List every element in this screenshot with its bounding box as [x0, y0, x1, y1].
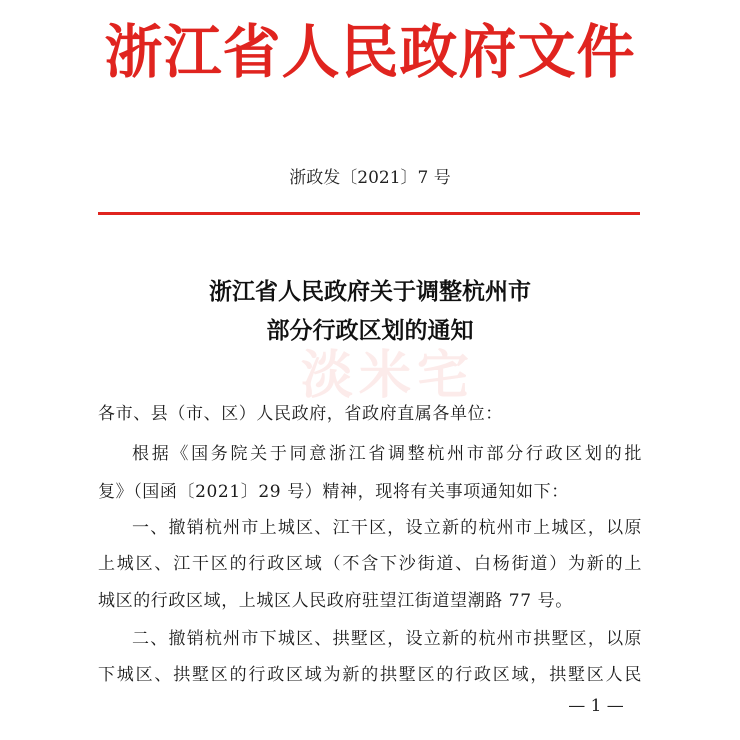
red-divider-line	[98, 212, 640, 215]
paragraph-1-line-2: 复》（国函〔2021〕29 号）精神，现将有关事项通知如下：	[98, 482, 569, 502]
document-header-title: 浙江省人民政府文件	[104, 18, 636, 86]
paragraph-2-line-2: 上城区、江干区的行政区域（不含下沙街道、白杨街道）为新的上	[98, 554, 642, 574]
notice-title-line-1: 浙江省人民政府关于调整杭州市	[209, 278, 531, 305]
paragraph-2-line-3: 城区的行政区域，上城区人民政府驻望江街道望潮路 77 号。	[98, 591, 573, 611]
paragraph-3-line-1: 二、撤销杭州市下城区、拱墅区，设立新的杭州市拱墅区，以原	[132, 629, 642, 649]
paragraph-2-line-1: 一、撤销杭州市上城区、江干区，设立新的杭州市上城区，以原	[132, 518, 642, 538]
page-number: — 1 —	[568, 696, 624, 716]
notice-title-line-2: 部分行政区划的通知	[266, 317, 474, 344]
document-number: 浙政发〔2021〕7 号	[289, 168, 451, 188]
paragraph-3-line-2: 下城区、拱墅区的行政区域为新的拱墅区的行政区域，拱墅区人民	[98, 665, 642, 685]
addressee-line: 各市、县（市、区）人民政府，省政府直属各单位：	[98, 404, 503, 424]
watermark: 淡米宅	[300, 346, 475, 406]
paragraph-1-line-1: 根据《国务院关于同意浙江省调整杭州市部分行政区划的批	[132, 444, 642, 464]
